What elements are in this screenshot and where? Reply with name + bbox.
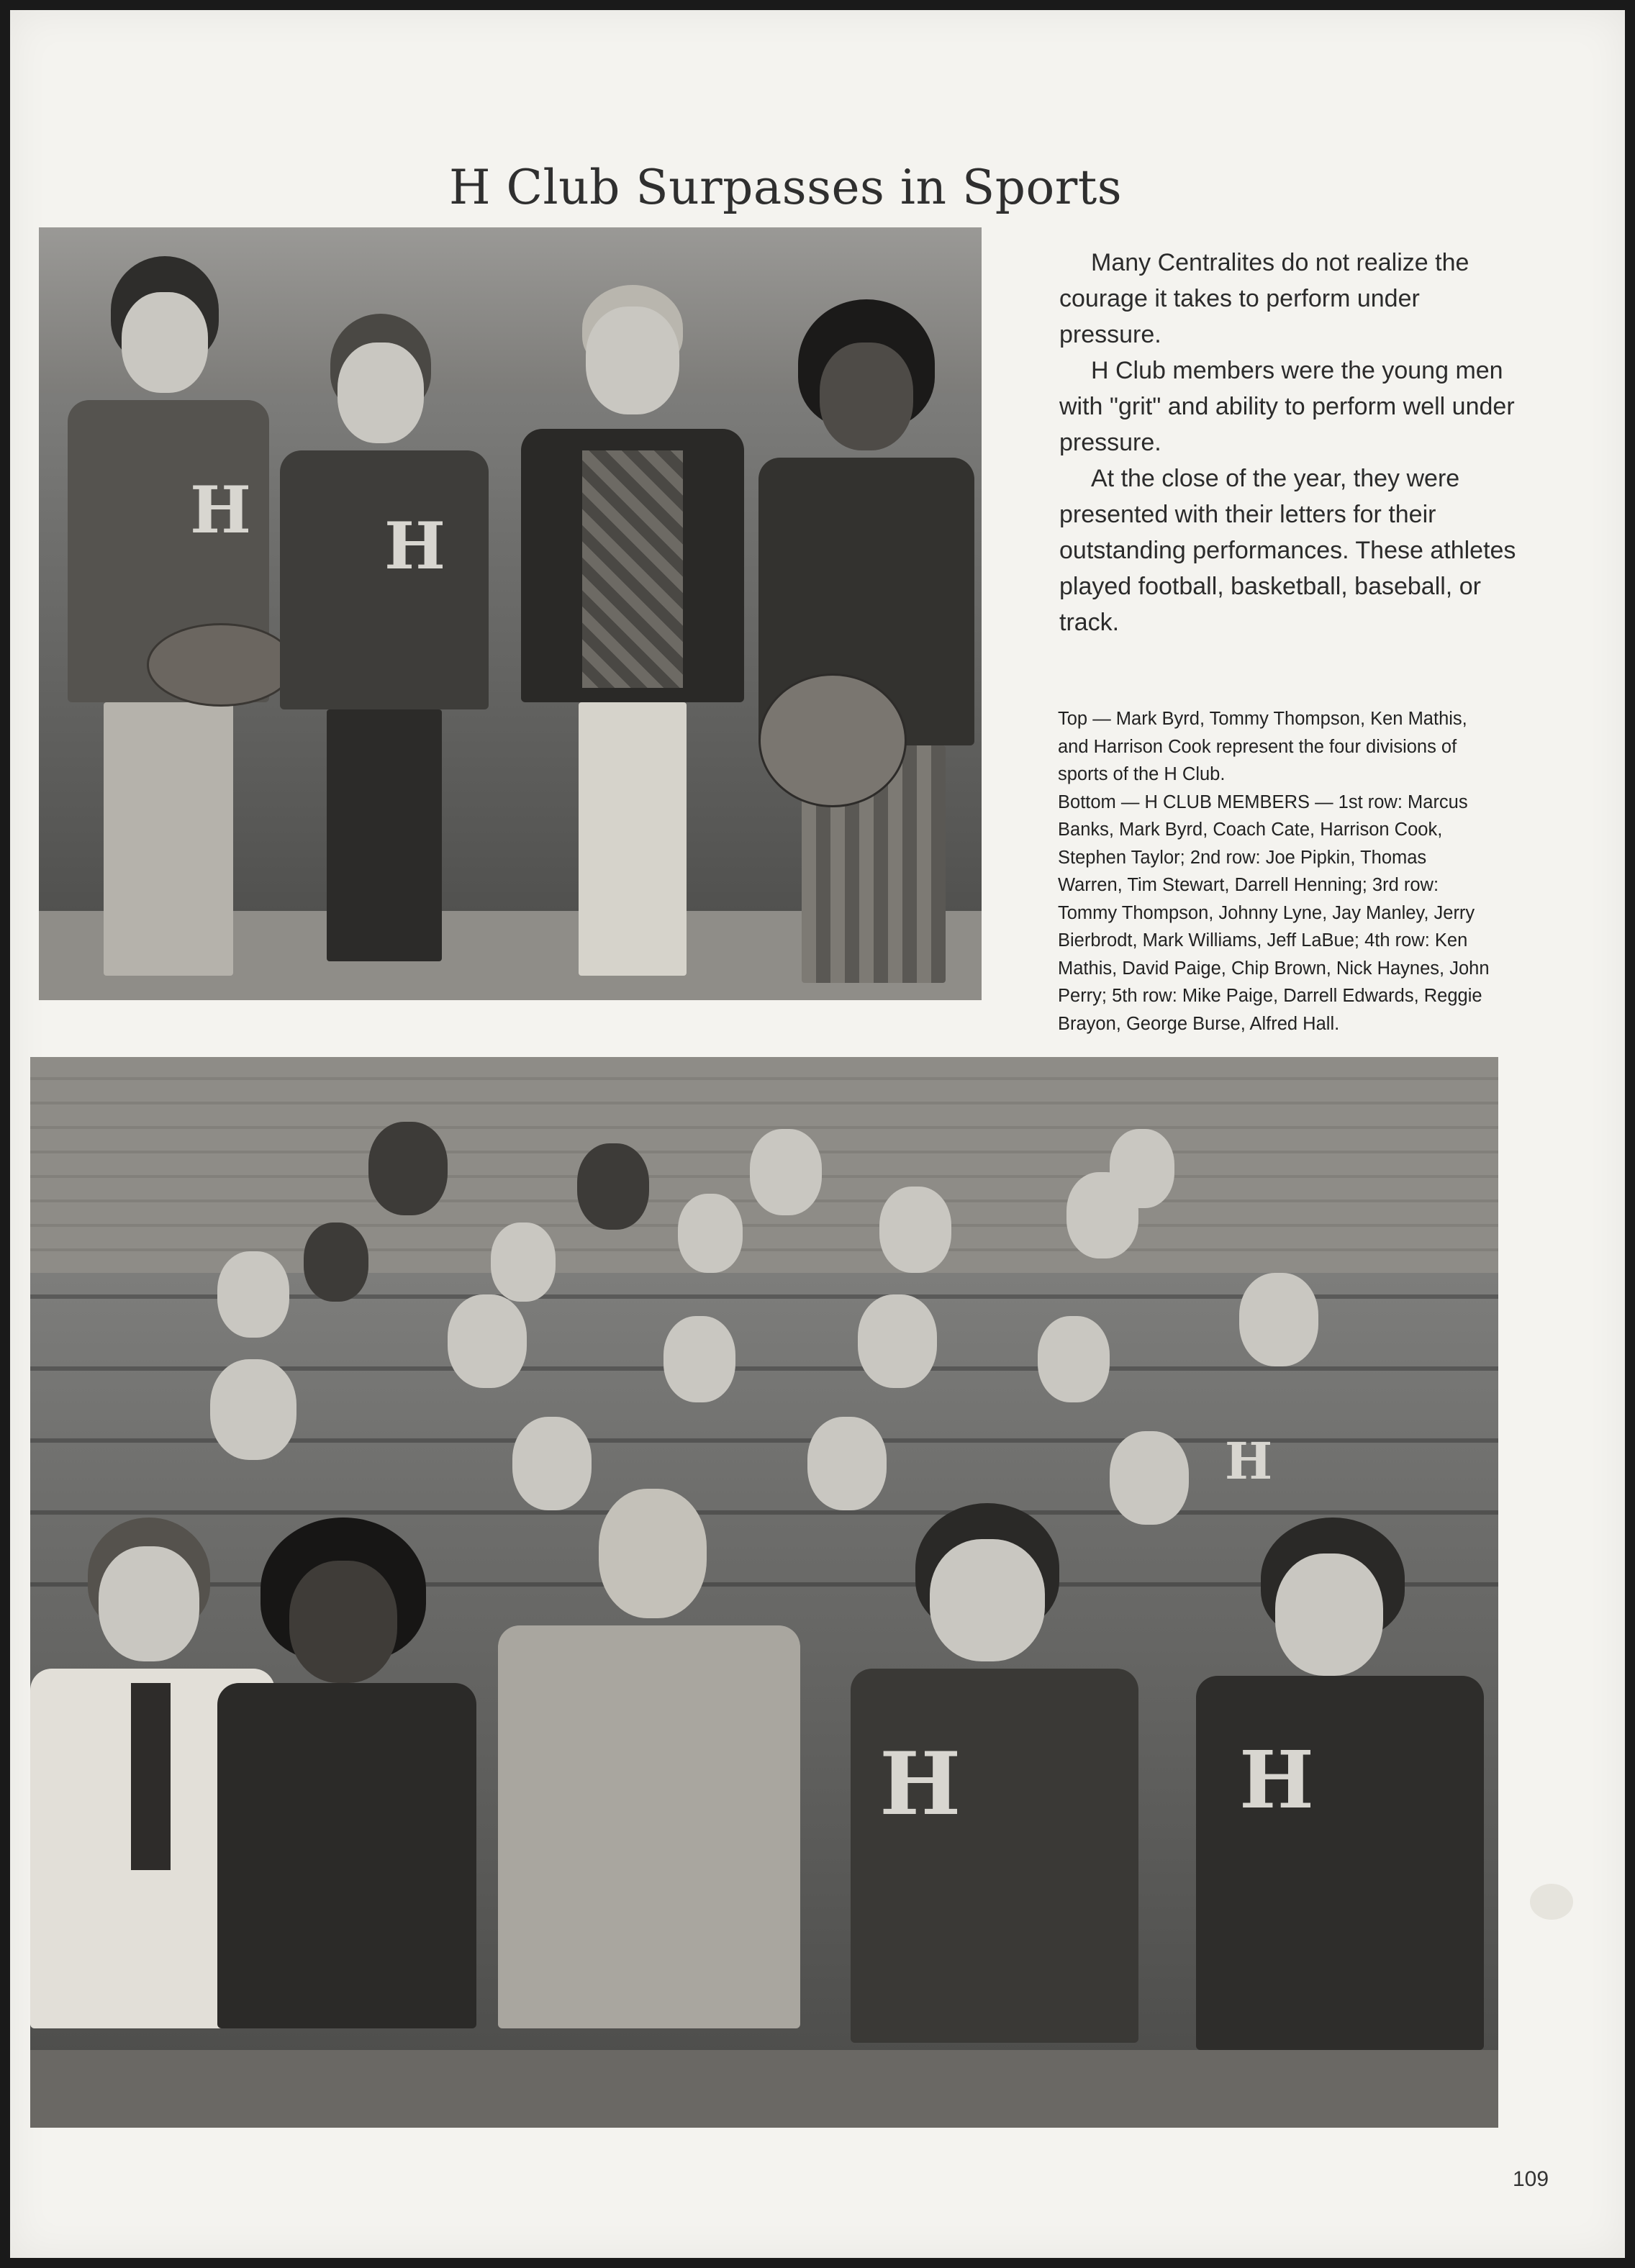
member-head xyxy=(678,1194,743,1273)
athlete-baseball xyxy=(514,285,751,976)
h-letter: H xyxy=(1225,1431,1273,1491)
h-letter: H xyxy=(879,1733,961,1835)
page-title: H Club Surpasses in Sports xyxy=(449,160,1123,215)
page-smudge xyxy=(1530,1884,1573,1920)
h-letter: H xyxy=(1239,1733,1314,1826)
caption-bottom: Bottom — H CLUB MEMBERS — 1st row: Marcus Banks, Mark Byrd, Coach Cate, Harrison Cook, Stephen Taylor; 2nd row: Joe Pipkin, Thomas Warren, Tim Stewart, Darrell Henning; 3rd row: Tommy Thompson, Johnny Lyne, Jay Manley, Jerry Bierbrodt, Mark Williams, Jeff LaBue; 4th row: Ken Mathis, David Paige, Chip Brown, Nick Haynes, John Perry; 5th row: Mike Paige, Darrell Edwards, Reggie Brayon, George Burse, Alfred Hall. xyxy=(1058,791,1490,1034)
member-head xyxy=(217,1251,289,1338)
necktie xyxy=(131,1683,171,1870)
football xyxy=(147,623,295,707)
athlete-track xyxy=(276,314,492,961)
member-head xyxy=(1038,1316,1110,1402)
patterned-vest xyxy=(582,450,683,688)
member-head xyxy=(491,1223,556,1302)
top-photo xyxy=(39,227,982,1000)
athlete-basketball xyxy=(758,299,974,983)
member-head xyxy=(368,1122,448,1215)
member-head xyxy=(1239,1273,1318,1366)
front-row-member xyxy=(217,1518,476,2128)
yearbook-page xyxy=(10,10,1625,2258)
member-head xyxy=(750,1129,822,1215)
member-head xyxy=(304,1223,368,1302)
page-number: 109 xyxy=(1513,2167,1549,2191)
paragraph: H Club members were the young men with "grit" and ability to perform well under pressure. xyxy=(1059,357,1515,456)
member-head xyxy=(879,1187,951,1273)
paragraph: Many Centralites do not realize the courage it takes to perform under pressure. xyxy=(1059,249,1469,348)
member-head xyxy=(577,1143,649,1230)
article-body xyxy=(1059,245,1520,640)
coach xyxy=(498,1489,800,2128)
h-letter: H xyxy=(384,508,446,584)
caption-top: Top — Mark Byrd, Tommy Thompson, Ken Mathis, and Harrison Cook represent the four divisions of sports of the H Club. xyxy=(1058,709,1467,784)
member-head xyxy=(210,1359,296,1460)
front-row-member xyxy=(851,1503,1138,2128)
bench xyxy=(30,2050,1498,2128)
member-head xyxy=(663,1316,735,1402)
athlete-football xyxy=(60,256,276,976)
photo-caption xyxy=(1058,705,1490,1038)
paragraph: At the close of the year, they were presented with their letters for their outstanding performances. These athletes played football, basketball, baseball, or track. xyxy=(1059,465,1516,636)
member-head xyxy=(448,1294,527,1388)
bottom-photo xyxy=(30,1057,1498,2128)
member-head xyxy=(1066,1172,1138,1258)
h-letter: H xyxy=(190,472,252,548)
front-row-member xyxy=(1196,1518,1484,2128)
member-head xyxy=(858,1294,937,1388)
basketball xyxy=(758,673,907,807)
member-head xyxy=(807,1417,887,1510)
